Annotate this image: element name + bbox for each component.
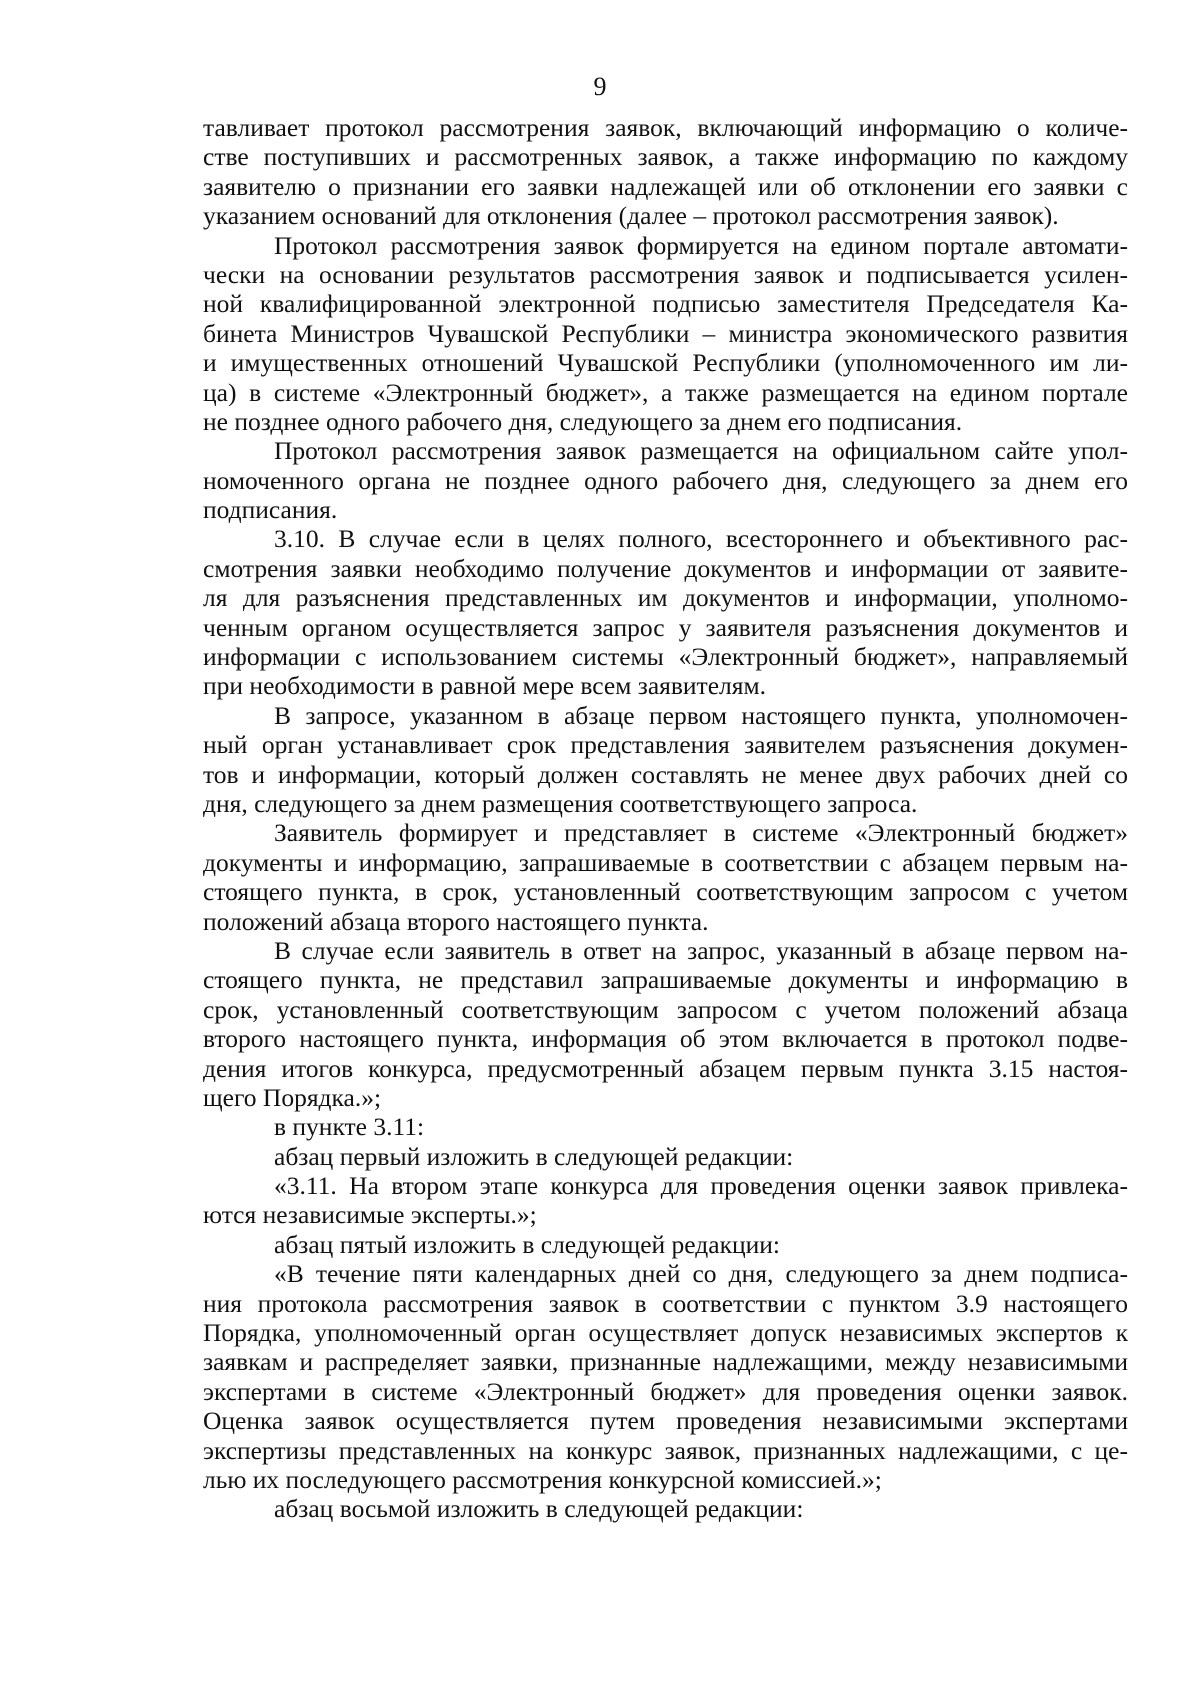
text-line: положений абзаца второго настоящего пункта. <box>203 906 709 936</box>
text-line: заявителю о признании его заявки надлежащей или об отклонении его заявки с <box>203 171 1128 201</box>
text-line: экспертами в системе «Электронный бюджет» для проведения оценки заявок. <box>203 1376 1128 1406</box>
text-line: В запросе, указанном в абзаце первом настоящего пункта, уполномочен- <box>274 700 1128 730</box>
text-line: щего Порядка.»; <box>203 1082 382 1112</box>
text-line: указанием оснований для отклонения (далее – протокол рассмотрения заявок). <box>203 201 1059 231</box>
text-line: тавливает протокол рассмотрения заявок, включающий информацию о количе- <box>203 113 1128 142</box>
text-line: 3.10. В случае если в целях полного, всестороннего и объективного рас- <box>274 524 1128 554</box>
text-line: подписания. <box>203 495 338 525</box>
text-line: лью их последующего рассмотрения конкурсной комиссией.»; <box>203 1464 882 1494</box>
text-line: заявкам и распределяет заявки, признанные надлежащими, между независимыми <box>203 1347 1128 1377</box>
text-line: номоченного органа не позднее одного рабочего дня, следующего за днем его <box>203 465 1128 495</box>
text-line: документы и информацию, запрашиваемые в соответствии с абзацем первым на- <box>203 847 1128 877</box>
text-line: ченным органом осуществляется запрос у заявителя разъяснения документов и <box>203 612 1128 642</box>
text-line: информации с использованием системы «Электронный бюджет», направляемый <box>203 642 1128 672</box>
text-line: Протокол рассмотрения заявок размещается на официальном сайте упол- <box>274 436 1128 466</box>
text-line: Оценка заявок осуществляется путем проведения независимыми экспертами <box>203 1406 1128 1436</box>
text-line: в пункте 3.11: <box>274 1112 425 1142</box>
text-line: при необходимости в равной мере всем заявителям. <box>203 671 766 701</box>
text-line: экспертизы представленных на конкурс заявок, признанных надлежащими, с це- <box>203 1435 1128 1465</box>
page-number: 9 <box>593 72 607 101</box>
text-line: Порядка, уполномоченный орган осуществляет допуск независимых экспертов к <box>203 1318 1128 1348</box>
text-line: ца) в системе «Электронный бюджет», а также размещается на едином портале <box>203 377 1128 407</box>
text-line: «3.11. На втором этапе конкурса для проведения оценки заявок привлека- <box>274 1171 1128 1201</box>
text-line: Заявитель формирует и представляет в системе «Электронный бюджет» <box>274 818 1128 848</box>
text-line: ются независимые эксперты.»; <box>203 1200 537 1230</box>
text-line: абзац пятый изложить в следующей редакции: <box>274 1229 780 1259</box>
text-line: стоящего пункта, не представил запрашиваемые документы и информацию в <box>203 965 1128 995</box>
text-line: абзац первый изложить в следующей редакции: <box>274 1141 794 1171</box>
text-line: тов и информации, который должен составлять не менее двух рабочих дней со <box>203 759 1128 789</box>
text-line: ный орган устанавливает срок представления заявителем разъяснения докумен- <box>203 730 1128 760</box>
text-line: и имущественных отношений Чувашской Республики (уполномоченного им ли- <box>203 348 1128 378</box>
text-line: «В течение пяти календарных дней со дня, следующего за днем подписа- <box>274 1259 1128 1289</box>
text-line: срок, установленный соответствующим запросом с учетом положений абзаца <box>203 994 1128 1024</box>
text-line: бинета Министров Чувашской Республики – министра экономического развития <box>203 318 1128 348</box>
document-body <box>203 113 1128 1524</box>
text-line: Протокол рассмотрения заявок формируется на едином портале автомати- <box>274 230 1128 260</box>
text-line: ля для разъяснения представленных им документов и информации, уполномо- <box>203 583 1128 613</box>
text-line: абзац восьмой изложить в следующей редакции: <box>274 1494 804 1524</box>
text-line: не позднее одного рабочего дня, следующего за днем его подписания. <box>203 406 963 436</box>
text-line: стве поступивших и рассмотренных заявок, а также информацию по каждому <box>203 142 1128 172</box>
text-line: ния протокола рассмотрения заявок в соответствии с пунктом 3.9 настоящего <box>203 1288 1128 1318</box>
text-line: стоящего пункта, в срок, установленный соответствующим запросом с учетом <box>203 877 1128 907</box>
text-line: В случае если заявитель в ответ на запрос, указанный в абзаце первом на- <box>274 935 1128 965</box>
text-line: второго настоящего пункта, информация об этом включается в протокол подве- <box>203 1024 1128 1054</box>
text-line: смотрения заявки необходимо получение документов и информации от заявите- <box>203 553 1128 583</box>
text-line: дня, следующего за днем размещения соответствующего запроса. <box>203 788 918 818</box>
text-line: дения итогов конкурса, предусмотренный абзацем первым пункта 3.15 настоя- <box>203 1053 1128 1083</box>
text-line: чески на основании результатов рассмотрения заявок и подписывается усилен- <box>203 259 1128 289</box>
text-line: ной квалифицированной электронной подписью заместителя Председателя Ка- <box>203 289 1128 319</box>
